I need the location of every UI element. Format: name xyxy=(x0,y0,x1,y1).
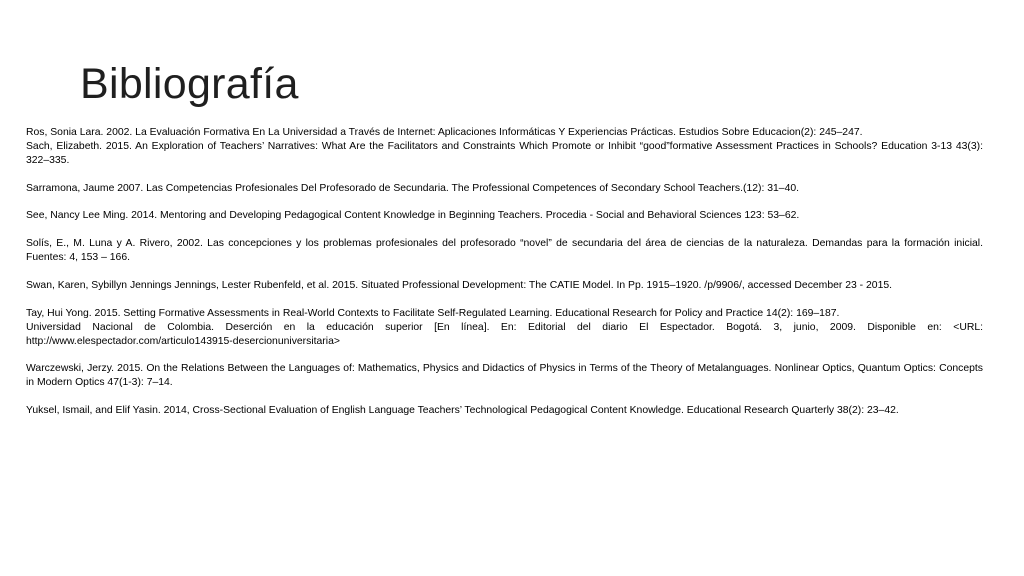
reference-item: Universidad Nacional de Colombia. Deserción en la educación superior [En línea]. En: Editorial del diario El Espectador. Bogotá. 3, junio, 2009. Disponible en: <URL: http://www.elespectador.com/articulo143915-desercionuniversitaria> xyxy=(26,321,983,347)
reference-list xyxy=(26,126,983,418)
reference-spacer xyxy=(26,390,983,404)
reference-item: Warczewski, Jerzy. 2015. On the Relations Between the Languages of: Mathematics, Physics and Didactics of Physics in Terms of the Theory of Metalanguages. Nonlinear Optics, Quantum Optics: Concepts in Modern Optics 47(1-3): 7–14. xyxy=(26,363,983,389)
reference-item: Sach, Elizabeth. 2015. An Exploration of Teachers’ Narratives: What Are the Facilitators and Constraints Which Promote or Inhibit “good”formative Assessment Practices in Schools? Education 3-13 43(3): 322–335. xyxy=(26,140,983,166)
reference-item: Tay, Hui Yong. 2015. Setting Formative Assessments in Real-World Contexts to Facilitate Self-Regulated Learning. Educational Research for Policy and Practice 14(2): 169–187. xyxy=(26,307,840,319)
reference-item: Solís, E., M. Luna y A. Rivero, 2002. Las concepciones y los problemas profesionales del profesorado “novel” de secundaria del área de ciencias de la naturaleza. Demandas para la formación inicial. Fuentes: 4, 153 – 166. xyxy=(26,238,983,264)
reference-spacer xyxy=(26,223,983,237)
reference-spacer xyxy=(26,293,983,307)
reference-spacer xyxy=(26,168,983,182)
reference-spacer xyxy=(26,265,983,279)
reference-item: Sarramona, Jaume 2007. Las Competencias Profesionales Del Profesorado de Secundaria. The Professional Competences of Secondary School Teachers.(12): 31–40. xyxy=(26,182,800,194)
reference-item: Swan, Karen, Sybillyn Jennings Jennings, Lester Rubenfeld, et al. 2015. Situated Professional Development: The CATIE Model. In Pp. 1915–1920. /p/9906/, accessed December 23 - 2015. xyxy=(26,279,893,291)
slide-title: Bibliografía xyxy=(80,60,299,108)
reference-spacer xyxy=(26,196,983,210)
reference-item: Yuksel, Ismail, and Elif Yasin. 2014, Cross-Sectional Evaluation of English Language Teachers’ Technological Pedagogical Content Knowledge. Educational Research Quarterly 38(2): 23–42. xyxy=(26,405,899,417)
reference-item: Ros, Sonia Lara. 2002. La Evaluación Formativa En La Universidad a Través de Internet: Aplicaciones Informáticas Y Experiencias Prácticas. Estudios Sobre Educacion(2): 245–247. xyxy=(26,127,863,138)
reference-item: See, Nancy Lee Ming. 2014. Mentoring and Developing Pedagogical Content Knowledge in Beginning Teachers. Procedia - Social and Behavioral Sciences 123: 53–62. xyxy=(26,210,800,222)
reference-spacer xyxy=(26,348,983,362)
